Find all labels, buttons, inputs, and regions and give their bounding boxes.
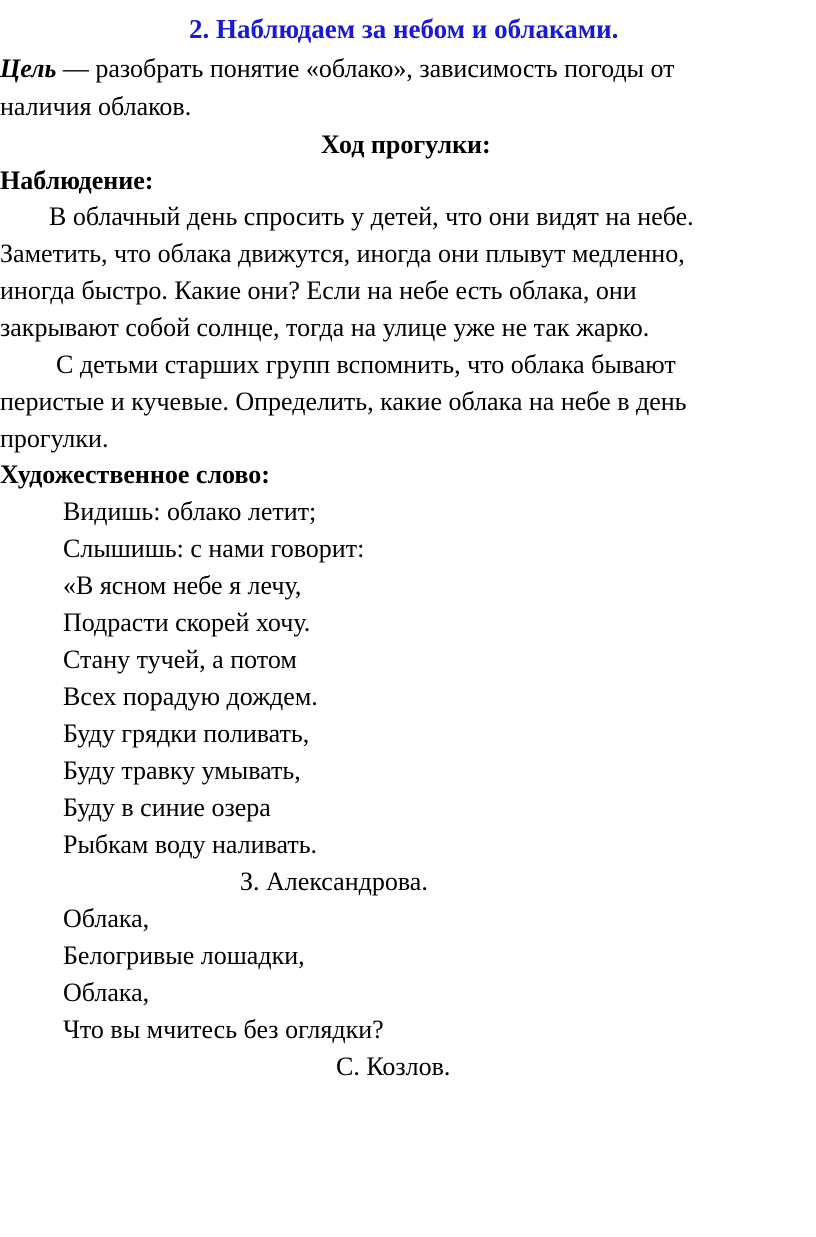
- poem-line: Что вы мчитесь без оглядки?: [63, 1015, 384, 1044]
- poem-line: Буду травку умывать,: [63, 756, 301, 785]
- observation-text-line: прогулки.: [0, 424, 109, 453]
- page-title: 2. Наблюдаем за небом и облаками.: [189, 14, 619, 44]
- goal-line-2: наличия облаков.: [0, 92, 192, 121]
- poem-line: Белогривые лошадки,: [63, 941, 305, 970]
- poem-line: Буду в синие озера: [63, 793, 271, 822]
- goal-label: Цель: [0, 54, 57, 83]
- goal-text-1: — разобрать понятие «облако», зависимость погоды от: [56, 54, 675, 83]
- poem-line: Подрасти скорей хочу.: [63, 608, 311, 637]
- observation-text-line: В облачный день спросить у детей, что они видят на небе.: [49, 202, 694, 231]
- observation-text-line: перистые и кучевые. Определить, какие облака на небе в день: [0, 387, 687, 416]
- walk-heading: Ход прогулки:: [321, 130, 491, 159]
- poem-line: Видишь: облако летит;: [63, 497, 317, 526]
- poem-line: Рыбкам воду наливать.: [63, 830, 318, 859]
- artistic-word-heading: Художественное слово:: [0, 460, 270, 489]
- goal-line-1: [0, 54, 675, 84]
- poem-line: Стану тучей, а потом: [63, 645, 297, 674]
- observation-text-line: закрывают собой солнце, тогда на улице уже не так жарко.: [0, 313, 650, 342]
- poem-line: Облака,: [63, 978, 150, 1007]
- poem-line: Всех порадую дождем.: [63, 682, 318, 711]
- poem-line: «В ясном небе я лечу,: [63, 571, 302, 600]
- observation-heading: Наблюдение:: [0, 166, 154, 195]
- observation-text-line: Заметить, что облака движутся, иногда они плывут медленно,: [0, 239, 685, 268]
- poem-line: Слышишь: с нами говорит:: [63, 534, 365, 563]
- poem-line: Облака,: [63, 904, 150, 933]
- poem-author: С. Козлов.: [336, 1052, 451, 1081]
- poem-author: З. Александрова.: [240, 867, 428, 896]
- observation-text-line: иногда быстро. Какие они? Если на небе есть облака, они: [0, 276, 637, 305]
- observation-text-line: С детьми старших групп вспомнить, что облака бывают: [56, 350, 676, 379]
- poem-line: Буду грядки поливать,: [63, 719, 310, 748]
